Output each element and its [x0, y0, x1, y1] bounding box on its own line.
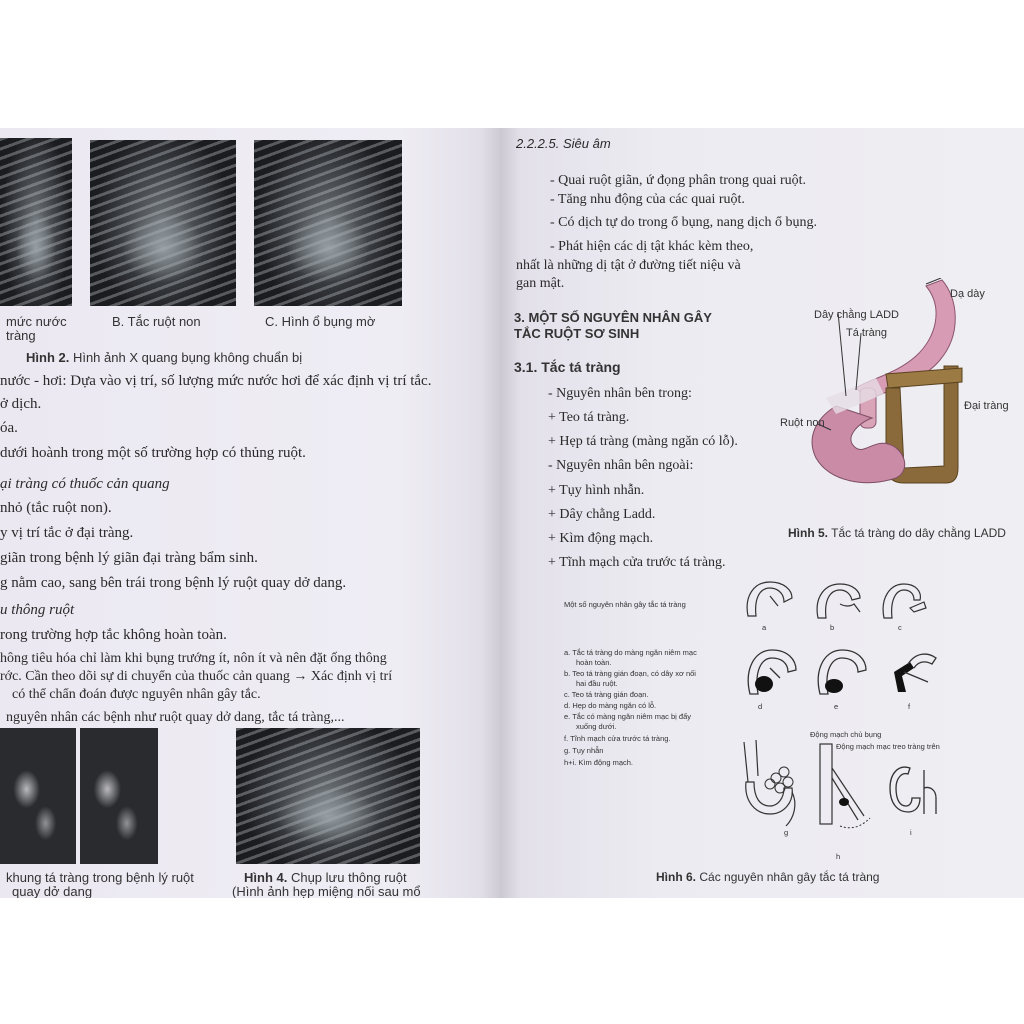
text-line: rớc. Cần theo dõi sự di chuyển của thuốc cản quang → Xác định vị trí — [0, 669, 393, 684]
xray-image-a — [0, 138, 72, 306]
panel-letter: d — [758, 702, 763, 711]
fig6-caption — [656, 870, 879, 884]
cause-line: + Kìm động mạch. — [548, 531, 654, 546]
artery-compression-panel-h — [810, 738, 880, 838]
text-line: ở dịch. — [0, 396, 42, 412]
text-line: nhỏ (tắc ruột non). — [0, 500, 112, 516]
subheading-bowel-transit: u thông ruột — [0, 602, 75, 618]
label-dai-trang: Đại tràng — [964, 400, 1009, 412]
fig6-legend-line: h+i. Kìm động mạch. — [564, 758, 633, 767]
section-3-1-title: 3.1. Tắc tá tràng — [514, 359, 621, 375]
text-line: y vị trí tắc ở đại tràng. — [0, 525, 134, 541]
panel-letter: g — [784, 828, 789, 837]
fig5-caption — [788, 526, 1006, 540]
fig4-caption-bold: Hình 4. — [244, 870, 288, 885]
cause-line: - Nguyên nhân bên ngoài: — [548, 458, 694, 473]
fig5-caption-rest: Tắc tá tràng do dây chằng LADD — [828, 526, 1006, 540]
bowel-transit-image — [236, 728, 420, 864]
fig5-caption-bold: Hình 5. — [788, 526, 829, 540]
duodenum-panel-d — [740, 642, 804, 702]
duodenum-panel-f — [880, 642, 944, 702]
cause-line: - Nguyên nhân bên trong: — [548, 386, 692, 401]
text-line: - Có dịch tự do trong ổ bụng, nang dịch ổ bụng. — [550, 215, 817, 230]
section-3-title-line1: 3. MỘT SỐ NGUYÊN NHÂN GÂY — [514, 310, 712, 325]
fig6-legend-line: g. Tụy nhẫn — [564, 746, 604, 755]
fig6-legend-line: c. Teo tá tràng gián đoạn. — [564, 690, 649, 699]
fig2-title-bold: Hình 2. — [26, 350, 70, 365]
subheading-contrast-colon: ại tràng có thuốc cản quang — [0, 476, 170, 492]
fig6-caption-bold: Hình 6. — [656, 870, 697, 884]
section-3-title-line2: TẮC RUỘT SƠ SINH — [514, 326, 640, 341]
text-line: nhất là những dị tật ở đường tiết niệu và — [516, 258, 741, 273]
right-page — [500, 128, 1024, 898]
fig2-caption-b: B. Tắc ruột non — [112, 314, 201, 329]
contrast-xray-image-2 — [80, 728, 158, 864]
fig6-legend-line: d. Hẹp do màng ngăn có lỗ. — [564, 701, 657, 710]
text-line: óa. — [0, 420, 18, 436]
panel-letter: b — [830, 623, 835, 632]
fig3-caption-line2: quay dở dang — [12, 884, 93, 898]
text-line: - Quai ruột giãn, ứ đọng phân trong quai ruột. — [550, 173, 807, 188]
text-line: rong trường hợp tắc không hoàn toàn. — [0, 627, 227, 643]
panel-letter: h — [836, 852, 841, 861]
text-line: giãn trong bệnh lý giãn đại tràng bẩm sinh. — [0, 550, 258, 566]
fig6-legend-line: xuống dưới. — [576, 722, 617, 731]
text-line: g nằm cao, sang bên trái trong bệnh lý ruột quay dở dang. — [0, 575, 347, 591]
contrast-xray-image-1 — [0, 728, 76, 864]
section-heading-ultrasound: 2.2.2.5. Siêu âm — [516, 136, 611, 151]
fig6-inner-title: Một số nguyên nhân gây tắc tá tràng — [564, 600, 686, 609]
fig6-legend-line: b. Teo tá tràng gián đoạn, có dây xơ nối — [564, 669, 696, 678]
fig2-title-rest: Hình ảnh X quang bụng không chuẩn bị — [69, 350, 303, 365]
artery-compression-panel-i — [884, 758, 944, 828]
fig6-legend-line: f. Tĩnh mạch cửa trước tá tràng. — [564, 734, 671, 743]
open-book — [0, 128, 1024, 898]
fig2-caption-a-line2: tràng — [6, 328, 36, 343]
cause-line: + Dây chằng Ladd. — [548, 507, 656, 522]
fig6-caption-rest: Các nguyên nhân gây tắc tá tràng — [696, 870, 880, 884]
fig2-caption-c: C. Hình ổ bụng mờ — [265, 314, 376, 329]
xray-image-c — [254, 140, 402, 306]
panel-letter: a — [762, 623, 767, 632]
label-superior-mesenteric-artery: Động mạch mạc treo tràng trên — [836, 742, 940, 751]
text-line: - Phát hiện các dị tật khác kèm theo, — [550, 239, 754, 254]
fig6-legend-line: hoàn toàn. — [576, 658, 612, 667]
cause-line: + Teo tá tràng. — [548, 410, 630, 425]
cause-line: + Tĩnh mạch cửa trước tá tràng. — [548, 555, 726, 570]
fig6-legend-line: hai đầu ruột. — [576, 679, 618, 688]
duodenum-panel-c — [876, 578, 936, 628]
label-abdominal-aorta: Động mạch chủ bụng — [810, 730, 882, 739]
text-line: - Tăng nhu động của các quai ruột. — [550, 192, 745, 207]
panel-letter: i — [910, 828, 912, 837]
text-line: nước - hơi: Dựa vào vị trí, số lượng mức nước hơi để xác định vị trí tắc. — [0, 373, 432, 389]
fig2-caption-a-line1: mức nước — [6, 314, 67, 329]
panel-letter: f — [908, 702, 911, 711]
panel-letter: c — [898, 623, 902, 632]
text-line: gan mật. — [516, 276, 565, 291]
duodenum-panel-b — [810, 578, 870, 628]
fig3-caption-line1: khung tá tràng trong bệnh lý ruột — [6, 870, 194, 885]
fig4-caption — [244, 870, 407, 885]
fig4-caption-rest: Chụp lưu thông ruột — [287, 870, 407, 885]
label-ta-trang: Tá tràng — [846, 327, 887, 339]
duodenum-panel-a — [740, 576, 800, 626]
text-line: dưới hoành trong một số trường hợp có thủng ruột. — [0, 445, 306, 461]
duodenum-panel-e — [810, 642, 874, 702]
label-da-day: Dạ dày — [950, 288, 985, 300]
fig2-title — [26, 350, 302, 365]
fig4-caption-line2: (Hình ảnh hẹp miệng nối sau mổ — [232, 884, 421, 898]
fig6-legend-line: a. Tắc tá tràng do màng ngăn niêm mạc — [564, 648, 697, 657]
panel-letter: e — [834, 702, 839, 711]
cause-line: + Hẹp tá tràng (màng ngăn có lỗ). — [548, 434, 738, 449]
label-ruot-non: Ruột non — [780, 417, 825, 429]
text-line: có thể chẩn đoán được nguyên nhân gây tắc. — [12, 687, 261, 702]
text-line: hông tiêu hóa chỉ làm khi bụng trướng ít, nôn ít và nên đặt ống thông — [0, 651, 387, 666]
fig6-legend-line: e. Tắc có màng ngăn niêm mạc bị đẩy — [564, 712, 692, 721]
annular-pancreas-panel-g — [736, 732, 806, 832]
cause-line: + Tụy hình nhẫn. — [548, 483, 645, 498]
left-page — [0, 128, 500, 898]
text-line: nguyên nhân các bệnh như ruột quay dở dang, tắc tá tràng,... — [6, 710, 345, 725]
label-day-chang-ladd: Dây chằng LADD — [814, 309, 899, 321]
xray-image-b — [90, 140, 236, 306]
